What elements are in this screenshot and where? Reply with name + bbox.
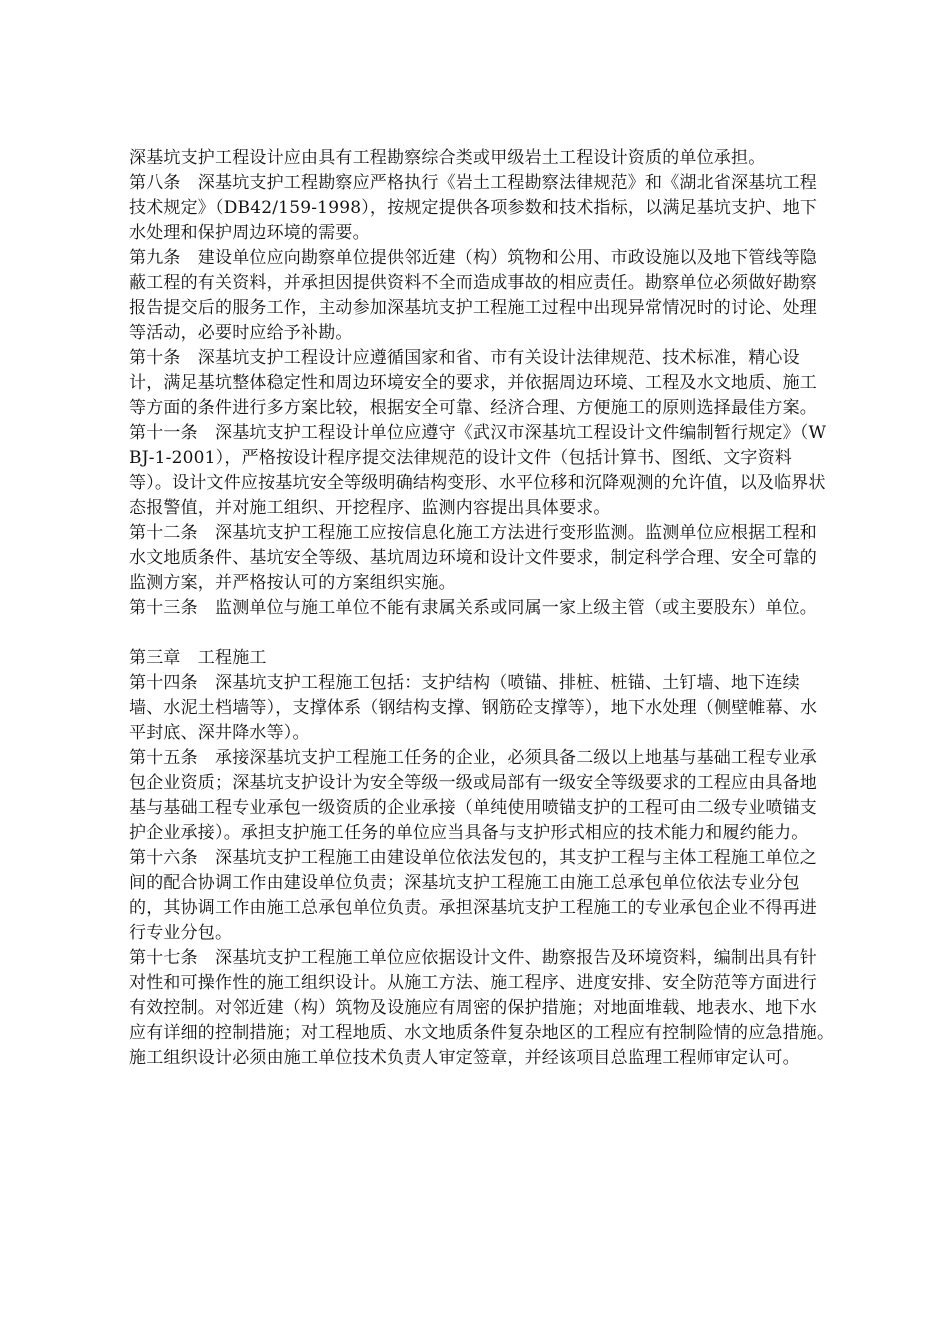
article-17: 第十七条 深基坑支护工程施工单位应依据设计文件、勘察报告及环境资料，编制出具有针对性和可操作性的施工组织设计。从施工方法、施工程序、进度安排、安全防范等方面进行有效控制。对邻近建（构）筑物及设施应有周密的保护措施；对地面堆载、地表水、地下水应有详细的控制措施；对工程地质、水文地质条件复杂地区的工程应有控制险情的应急措施。 施工组织设计必须由施工单位技术负责人审定签章，并经该项目总监理工程师审定认可。 xyxy=(129,948,895,1068)
blank-line xyxy=(129,621,829,646)
article-14: 第十四条 深基坑支护工程施工包括：支护结构（喷锚、排桩、桩锚、土钉墙、地下连续墙、水泥土档墙等），支撑体系（钢结构支撑、钢筋砼支撑等），地下水处理（侧壁帷幕、水平封底、深井降水等）。 xyxy=(129,673,818,743)
article-15: 第十五条 承接深基坑支护工程施工任务的企业，必须具备二级以上地基与基础工程专业承包企业资质；深基坑支护设计为安全等级一级或局部有一级安全等级要求的工程应由具备地基与基础工程专业承包一级资质的企业承接（单纯使用喷锚支护的工程可由二级专业喷锚支护企业承接）。承担支护施工任务的单位应当具备与支护形式相应的技术能力和履约能力。 xyxy=(129,748,817,843)
article-16: 第十六条 深基坑支护工程施工由建设单位依法发包的，其支护工程与主体工程施工单位之间的配合协调工作由建设单位负责；深基坑支护工程施工由施工总承包单位依法专业分包的，其协调工作由施工总承包单位负责。承担深基坑支护工程施工的专业承包企业不得再进行专业分包。 xyxy=(129,848,817,943)
article-12: 第十二条 深基坑支护工程施工应按信息化施工方法进行变形监测。监测单位应根据工程和水文地质条件、基坑安全等级、基坑周边环境和设计文件要求，制定科学合理、安全可靠的监测方案，并严格按认可的方案组织实施。 xyxy=(129,523,817,593)
chapter-title: 第三章 工程施工 xyxy=(129,648,267,668)
article-13: 第十三条 监测单位与施工单位不能有隶属关系或同属一家上级主管（或主要股东）单位。 xyxy=(129,598,817,618)
article-8: 第八条 深基坑支护工程勘察应严格执行《岩土工程勘察法律规范》和《湖北省深基坑工程技术规定》（DB42/159-1998），按规定提供各项参数和技术指标，以满足基坑支护、地下水处理和保护周边环境的需要。 xyxy=(129,173,818,243)
article-9: 第九条 建设单位应向勘察单位提供邻近建（构）筑物和公用、市政设施以及地下管线等隐蔽工程的有关资料，并承担因提供资料不全而造成事故的相应责任。勘察单位必须做好勘察报告提交后的服务工作，主动参加深基坑支护工程施工过程中出现异常情况时的讨论、处理等活动，必要时应给予补勘。 xyxy=(129,248,817,343)
article-11: 第十一条 深基坑支护工程设计单位应遵守《武汉市深基坑工程设计文件编制暂行规定》（WBJ-1-2001），严格按设计程序提交法律规范的设计文件（包括计算书、图纸、文字资料等）。设计文件应按基坑安全等级明确结构变形、水平位移和沉降观测的允许值，以及临界状态报警值，并对施工组织、开挖程序、监测内容提出具体要求。 xyxy=(129,423,827,518)
document-body xyxy=(129,146,895,1071)
article-10: 第十条 深基坑支护工程设计应遵循国家和省、市有关设计法律规范、技术标准，精心设计，满足基坑整体稳定性和周边环境安全的要求，并依据周边环境、工程及水文地质、施工等方面的条件进行多方案比较，根据安全可靠、经济合理、方便施工的原则选择最佳方案。 xyxy=(129,348,817,418)
paragraph-design-qualification: 深基坑支护工程设计应由具有工程勘察综合类或甲级岩土工程设计资质的单位承担。 xyxy=(129,148,766,168)
